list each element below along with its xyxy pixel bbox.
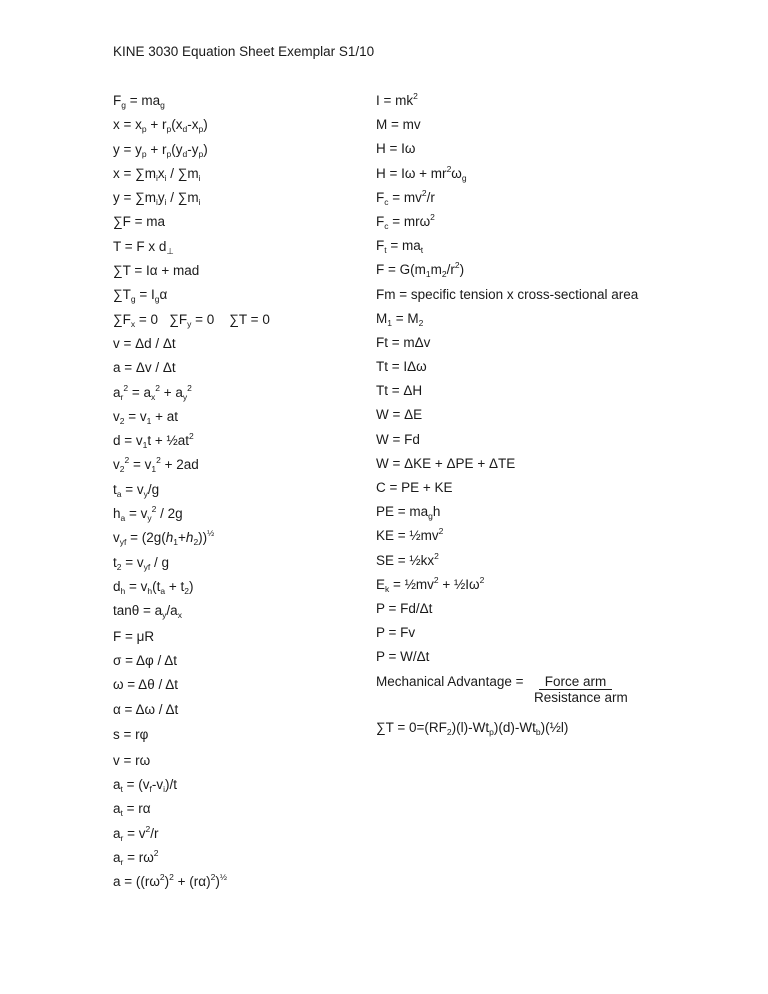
equation: $a = ((r\omega^2)^2 + (r\alpha)^2)^{\frac{1}{2}}$ — [113, 872, 227, 890]
equation: $a_t = (v_f-v_i)/t$ — [113, 776, 178, 794]
mechanical-advantage-label: Mechanical Advantage = — [376, 673, 524, 689]
right-equation-column — [376, 89, 638, 740]
equation: ω = Δθ / Δt — [113, 677, 178, 693]
equation: $h_a = v_y^2 / 2g$ — [113, 504, 183, 524]
equation: W = ΔKE + ΔPE + ΔTE — [376, 455, 516, 471]
equation: W = ΔE — [376, 407, 423, 423]
equation: KE = $\frac{1}{2}mv^2$ — [376, 526, 444, 544]
equation: σ = Δφ / Δt — [113, 653, 178, 669]
equation: $F_g = ma_g$ — [113, 93, 165, 110]
equation: ∑F = ma — [113, 214, 166, 230]
equation: $v_2^2 = v_1^2 + 2ad$ — [113, 455, 199, 475]
equation: α = Δω / Δt — [113, 701, 179, 717]
mechanical-advantage-equation — [376, 670, 638, 716]
equation: $t_a = v_y/g$ — [113, 481, 160, 499]
equation: $d = v_1t$ + $\frac{1}{2}at^2$ — [113, 431, 194, 451]
equation: P = Fd/Δt — [376, 600, 433, 616]
equation: $x = \sum m_ix_i / \sum m_i$ — [113, 165, 201, 183]
equation: $I = mk^2$ — [376, 91, 418, 108]
equation: $E_k$ = $\frac{1}{2}mv^2$ + $\frac{1}{2}I\omega^2$ — [376, 574, 485, 594]
equation: a = Δv / Δt — [113, 360, 176, 376]
resistance-arm-denominator: Resistance arm — [534, 689, 628, 705]
equation: $y = \sum m_iy_i / \sum m_i$ — [113, 190, 201, 208]
equation: SE = $\frac{1}{2}kx^2$ — [376, 550, 439, 568]
page-title: KINE 3030 Equation Sheet Exemplar S1/10 — [113, 44, 375, 59]
equation: $y = y_p + r_p(y_d-y_p)$ — [113, 141, 208, 159]
equation: ∑T = Iα + mad — [113, 263, 200, 279]
equation: $\sum F_x = 0$ $\sum F_y = 0$ ∑T = 0 — [113, 311, 270, 329]
equation: H = Iω — [376, 141, 416, 157]
equation: Tt = ΔH — [376, 383, 423, 399]
equation: $v_2 = v_1$ + at — [113, 408, 179, 426]
equation: $a_r = r\omega^2$ — [113, 847, 159, 867]
equation: $a_r^2 = a_x^2 + a_y^2$ — [113, 382, 192, 402]
equation: $a_r = v^2/r$ — [113, 823, 159, 843]
equation: $\tan\theta = a_y/a_x$ — [113, 603, 182, 621]
equation: $M_1 = M_2$ — [376, 310, 424, 328]
equation: F = μR — [113, 628, 155, 644]
force-arm-numerator: Force arm — [544, 673, 607, 689]
equation: P = Fv — [376, 625, 416, 641]
equation: $F_c = mr\omega^2$ — [376, 211, 435, 231]
equation: P = W/Δt — [376, 649, 430, 665]
equation: Ft = mΔv — [376, 334, 431, 350]
equation: M = mv — [376, 117, 421, 133]
equation: Tt = IΔω — [376, 359, 427, 375]
equation: Fm = specific tension x cross-sectional area — [376, 286, 639, 302]
equation: $\sum T_g = I_g\alpha$ — [113, 287, 168, 305]
equation: $H = I\omega + mr^2\omega_g$ — [376, 163, 467, 183]
equation: s = rφ — [113, 727, 149, 743]
equation: $F_c = mv^2/r$ — [376, 187, 435, 207]
torque-equation: $\sum T = 0=(RF_2)(l)-Wt_p)(d)-Wt_b)(\frac{1}{2}l)$ — [376, 719, 569, 737]
equation: $v_{yf} = (2g(h_1+h_2))^{\frac{1}{2}}$ — [113, 528, 215, 548]
equation: C = PE + KE — [376, 480, 453, 495]
equation: $a_t = r\alpha$ — [113, 801, 151, 819]
equation: v = Δd / Δt — [113, 335, 176, 351]
equation: $x = x_p + r_p(x_d-x_p)$ — [113, 117, 208, 135]
left-equation-column — [113, 89, 270, 894]
equation: PE = $ma_gh$ — [376, 504, 441, 522]
equation: $d_h = v_h(t_a + t_2)$ — [113, 578, 194, 596]
equation: $F = G(m_1m_2/r^2)$ — [376, 260, 465, 280]
equation: v = rω — [113, 752, 151, 768]
equation: $t_2 = v_{yf} / g$ — [113, 554, 170, 572]
equation: W = Fd — [376, 431, 420, 447]
equation: T = F x $d_\perp$ — [113, 238, 174, 256]
equation: $F_t = ma_t$ — [376, 238, 424, 256]
